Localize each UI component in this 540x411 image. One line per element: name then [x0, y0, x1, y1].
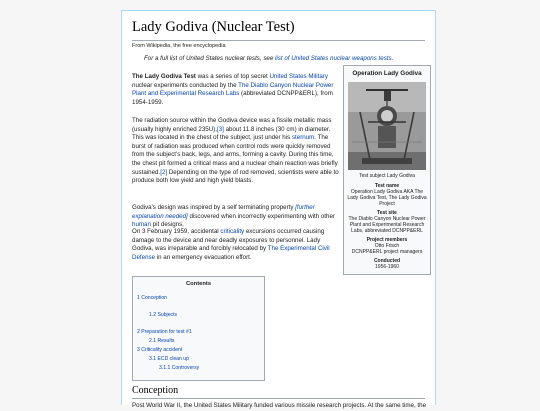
- text-run: Godiva's design was inspired by a self terminating property: [132, 204, 296, 211]
- section-divider: [132, 398, 425, 399]
- text-run: was a series of top secret: [195, 73, 270, 80]
- test-site-label: Test site: [377, 210, 397, 216]
- text-run: Depending on the type of rod removed, scientists were able to produce both low yield and high yield blasts.: [132, 168, 339, 185]
- text-run: in an emergency evacuation effort.: [155, 253, 252, 261]
- infobox: [343, 65, 431, 275]
- reference-link-3[interactable]: [3]: [216, 125, 224, 133]
- experimental-civil-defense-link[interactable]: The Experimental Civil Defense: [132, 245, 330, 261]
- photo-caption: Test subject Lady Godiva: [359, 173, 415, 179]
- page-title: Lady Godiva (Nuclear Test): [132, 19, 295, 35]
- toc-title: Contents: [185, 281, 212, 287]
- toc-item-ecd-clean-up[interactable]: 3.1 ECD clean up: [149, 356, 189, 362]
- text-run: nuclear experiments conducted by the: [132, 81, 239, 89]
- nuclear-tests-list-link[interactable]: list of United States nuclear weapons tests: [275, 55, 392, 62]
- conception-text: Post World War II, the United States Military funded various missile research projects. At the same time, the: [132, 402, 427, 409]
- test-name-label: Test name: [374, 183, 400, 189]
- text-run: (abbreviated DCNPP&ERL), from 1954-1959.: [132, 90, 333, 106]
- text-run: discovered when incorrectly experimenting with other: [187, 212, 335, 220]
- paragraph-intro: [132, 73, 339, 107]
- test-name-value: Operation Lady Godiva AKA The Lady Godiva Test, The Lady Godiva Project: [347, 189, 427, 207]
- text-run: . The burst of radiation was produced when control rods were quickly removed from the subject's back, legs, and arms, forming a cavity. During this time, the chest pit formed a critical mass and a nuclear chain reaction was briefly sustained.: [132, 134, 338, 176]
- test-site-value: The Diablo Canyon Nuclear Power Plant and Experimental Research Labs, abbreviated DCNPP&ERL: [348, 216, 426, 234]
- us-military-link[interactable]: United States Military: [269, 73, 328, 80]
- intro-bold-term: The Lady Godiva Test: [132, 73, 196, 80]
- text-run: about 11.8 inches (30 cm) in diameter. This was located in the chest of the subject, just under his: [132, 125, 331, 142]
- toc-item-subjects[interactable]: 1.2 Subjects: [149, 312, 178, 318]
- conducted-value: 1956-1960: [375, 264, 399, 270]
- text-run: excursions occurred causing damage to the device and near deadly exposures to personnel. Lady Godiva, was irreparable and forcibly relocated by: [132, 228, 325, 253]
- toc-item-results[interactable]: 2.1 Results: [149, 338, 175, 344]
- paragraph-design: [132, 204, 339, 230]
- table-of-contents: [132, 276, 265, 381]
- paragraph-accident: [132, 228, 339, 262]
- conducted-label: Conducted: [373, 258, 401, 264]
- sternum-link[interactable]: sternum: [291, 134, 315, 142]
- paragraph-radiation-source: [132, 117, 339, 186]
- tagline: From Wikipedia, the free encyclopedia: [132, 43, 226, 49]
- test-subject-photo[interactable]: [348, 82, 426, 170]
- article-page: [121, 10, 436, 409]
- text-run: pit designs.: [150, 221, 184, 229]
- text-run: On 3 February 1959, accidental: [132, 228, 221, 235]
- title-divider: [132, 40, 425, 41]
- project-members-label: Project members: [366, 237, 408, 243]
- toc-item-controversy[interactable]: 3.1.1 Controversy: [159, 365, 200, 371]
- toc-item-preparation[interactable]: 2 Preparation for test #1: [137, 329, 192, 335]
- project-member-managers: DCNPP&ERL project managers: [351, 249, 423, 255]
- text-run: The radiation source within the Godiva device was a fissile metallic mass (usually highly enriched 235U),: [132, 117, 332, 133]
- hatnote: [144, 55, 429, 63]
- section-heading-conception: Conception: [132, 385, 179, 396]
- criticality-link[interactable]: criticality: [220, 228, 245, 235]
- hatnote-suffix: .: [391, 55, 394, 62]
- toc-item-criticality-accident[interactable]: 3 Criticality accident: [137, 347, 183, 353]
- project-member-frisch: Otto Frisch: [374, 243, 400, 249]
- further-explanation-link[interactable]: [further explanation needed]: [132, 204, 315, 220]
- hatnote-prefix: For a full list of United States nuclear tests, see: [144, 55, 276, 62]
- toc-item-conception[interactable]: 1 Conception: [137, 295, 168, 301]
- human-link[interactable]: human: [132, 221, 151, 229]
- diablo-canyon-link[interactable]: The Diablo Canyon Nuclear Power Plant and Experimental Research Labs: [132, 81, 334, 98]
- infobox-title: Operation Lady Godiva: [352, 70, 422, 77]
- reference-link-2[interactable]: [2]: [160, 168, 168, 176]
